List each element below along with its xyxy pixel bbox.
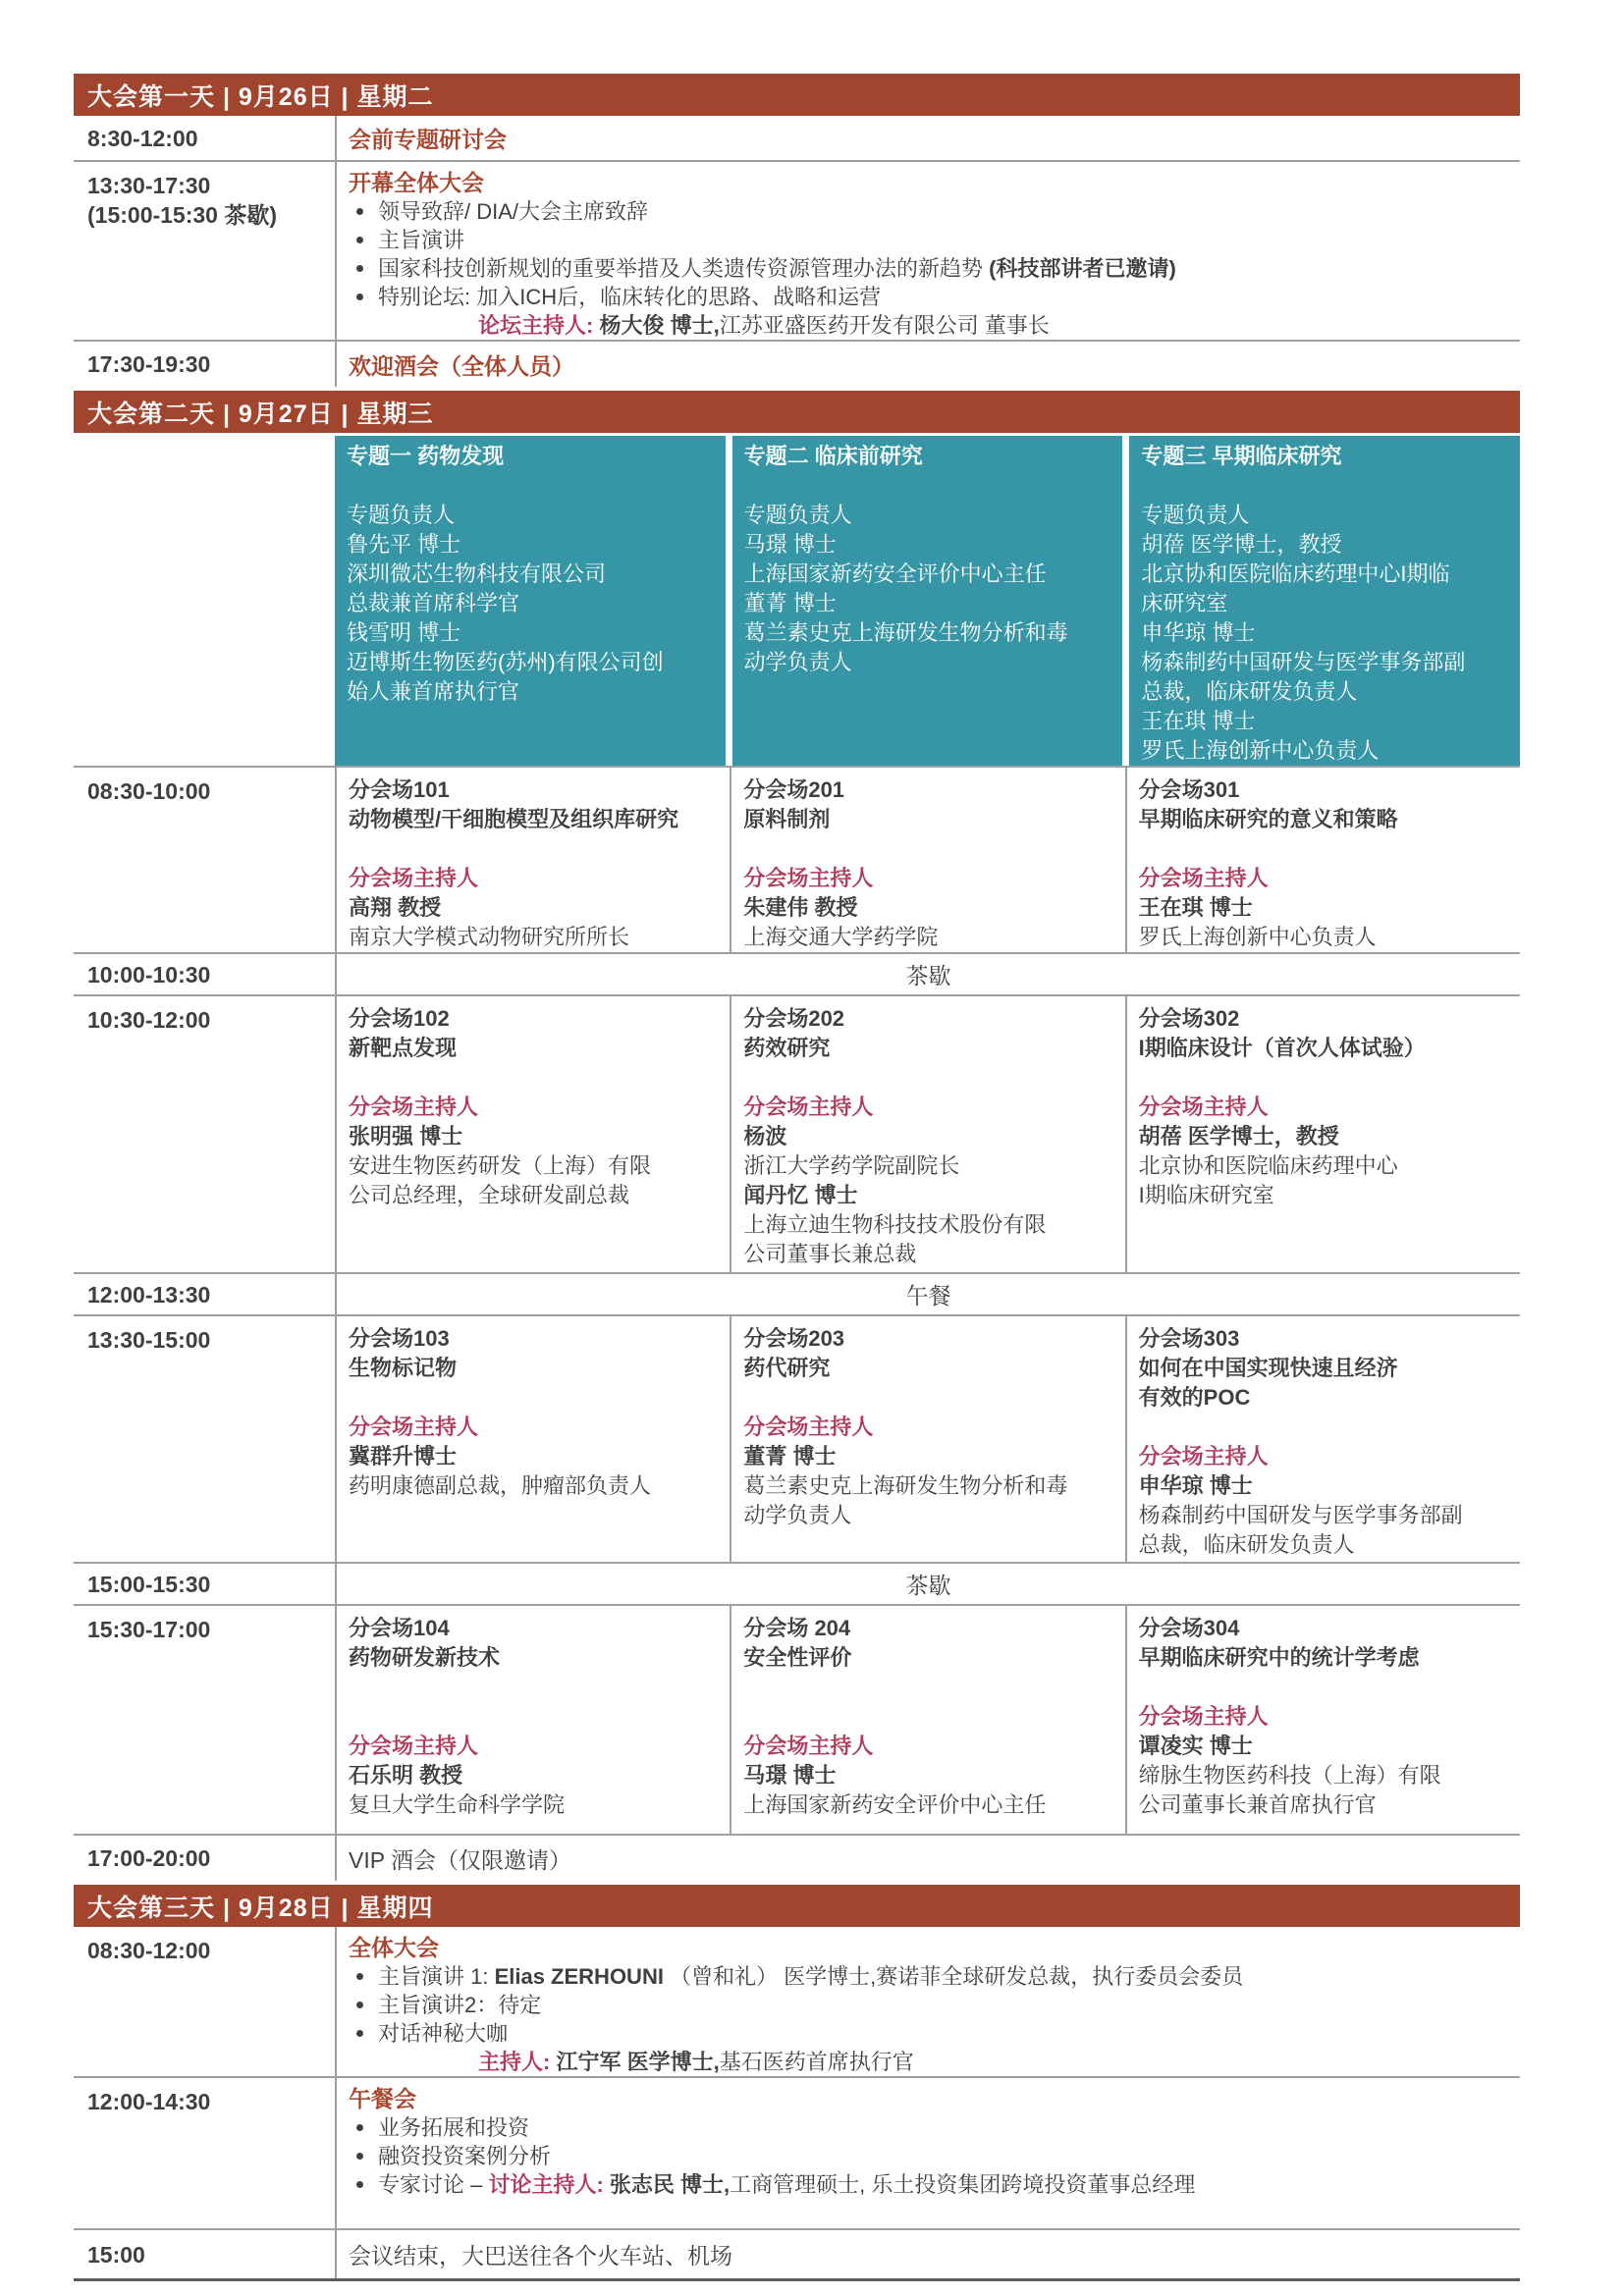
bullet-icon bbox=[356, 237, 363, 243]
session-line: 高翔 教授 bbox=[349, 895, 442, 920]
day-header-label: 大会第三天 | 9月28日 | 星期四 bbox=[87, 1894, 434, 1922]
session-line: 马璟 博士 bbox=[743, 1763, 837, 1788]
track-cell bbox=[732, 436, 1123, 766]
time-cell bbox=[74, 1316, 335, 1562]
text-segment: 专家讨论 – bbox=[378, 2172, 489, 2197]
text-segment: 融资投资案例分析 bbox=[378, 2144, 552, 2168]
session-line: 董菁 博士 bbox=[743, 1444, 837, 1468]
session-line: 南京大学模式动物研究所所长 bbox=[349, 925, 630, 949]
text-segment: 杨大俊 博士, bbox=[599, 313, 720, 338]
time-cell bbox=[74, 433, 335, 766]
session-line: 分会场主持人 bbox=[349, 1095, 479, 1119]
time-cell bbox=[74, 1836, 335, 1881]
break-label: 午餐 bbox=[905, 1283, 951, 1308]
time-cell bbox=[74, 342, 335, 387]
day-header-bar bbox=[74, 391, 1520, 433]
time-cell bbox=[74, 162, 335, 340]
session-line: 早期临床研究中的统计学考虑 bbox=[1138, 1645, 1420, 1670]
time-cell bbox=[74, 116, 335, 160]
session-line: 杨森制药中国研发与医学事务部副 bbox=[1138, 1503, 1463, 1527]
time-cell bbox=[74, 768, 335, 952]
session-line: 药效研究 bbox=[743, 1036, 831, 1060]
time-cell bbox=[74, 2230, 335, 2278]
session-line: 张明强 博士 bbox=[349, 1124, 463, 1148]
sessions-row bbox=[335, 1316, 1520, 1562]
session-line: 胡蓓 医学博士，教授 bbox=[1138, 1124, 1339, 1148]
bullet-icon bbox=[356, 1973, 363, 1980]
time-label: 8:30-12:00 bbox=[87, 125, 198, 151]
time-cell bbox=[74, 2078, 335, 2228]
session-line: 生物标记物 bbox=[349, 1356, 458, 1380]
day-header-label: 大会第一天 | 9月26日 | 星期二 bbox=[87, 82, 434, 111]
track-line: 北京协和医院临床药理中心I期临 bbox=[1141, 561, 1450, 586]
session-cell bbox=[337, 1316, 730, 1562]
sessions-row bbox=[335, 1606, 1520, 1834]
text-line bbox=[349, 1991, 1520, 2019]
session-line: 分会场201 bbox=[743, 777, 845, 802]
session-line: 上海立迪生物科技技术股份有限 bbox=[743, 1212, 1047, 1237]
session-line: 分会场主持人 bbox=[743, 866, 874, 890]
time-cell bbox=[74, 1606, 335, 1834]
session-line: I期临床设计（首次人体试验） bbox=[1138, 1036, 1426, 1060]
agenda-row bbox=[74, 1927, 1520, 2078]
session-line: 分会场104 bbox=[349, 1616, 450, 1640]
session-cell bbox=[1125, 996, 1520, 1272]
bullet-icon bbox=[356, 2002, 363, 2008]
session-line: 石乐明 教授 bbox=[349, 1763, 463, 1788]
agenda-row bbox=[74, 768, 1520, 954]
agenda-row bbox=[74, 1274, 1520, 1316]
session-cell bbox=[1125, 768, 1520, 952]
session-line bbox=[743, 834, 1114, 864]
break-cell bbox=[335, 1274, 1520, 1314]
time-cell bbox=[74, 1564, 335, 1604]
time-label: 17:00-20:00 bbox=[87, 1845, 211, 1871]
agenda-row bbox=[74, 116, 1520, 162]
session-line: 分会场304 bbox=[1138, 1616, 1240, 1640]
sessions-row bbox=[335, 768, 1520, 952]
session-line: I期临床研究室 bbox=[1138, 1183, 1274, 1207]
agenda-row bbox=[74, 2078, 1520, 2230]
track-line: 葛兰素史克上海研发生物分析和毒 bbox=[743, 620, 1068, 645]
session-line: 分会场101 bbox=[349, 777, 450, 802]
day-header-bar bbox=[74, 1885, 1520, 1927]
track-title: 专题二 临床前研究 bbox=[743, 444, 923, 468]
session-line: 分会场主持人 bbox=[1138, 1095, 1269, 1119]
agenda-row bbox=[74, 342, 1520, 387]
track-line bbox=[744, 471, 1113, 501]
content-cell bbox=[335, 116, 1520, 160]
text-segment: 工商管理硕士, 乐土投资集团跨境投资董事总经理 bbox=[730, 2172, 1196, 2197]
session-line: 复旦大学生命科学学院 bbox=[349, 1792, 566, 1817]
session-line: 原料制剂 bbox=[743, 807, 831, 831]
text-line bbox=[349, 311, 1520, 340]
text-segment: 业务拓展和投资 bbox=[378, 2115, 530, 2140]
day-header-bar bbox=[74, 74, 1520, 116]
session-line bbox=[349, 1702, 720, 1732]
session-line: 分会场主持人 bbox=[1138, 1704, 1269, 1729]
track-line: 鲁先平 博士 bbox=[347, 532, 461, 557]
session-line: 分会场主持人 bbox=[349, 1734, 479, 1758]
text-segment: 主旨演讲 bbox=[378, 228, 465, 252]
session-cell bbox=[730, 1316, 1124, 1562]
track-line: 床研究室 bbox=[1141, 591, 1228, 615]
time-cell bbox=[74, 996, 335, 1272]
session-line: 分会场303 bbox=[1138, 1326, 1240, 1351]
track-line: 上海国家新药安全评价中心主任 bbox=[743, 561, 1047, 586]
session-line: 上海国家新药安全评价中心主任 bbox=[743, 1792, 1047, 1817]
track-line: 王在琪 博士 bbox=[1141, 709, 1256, 733]
session-line: 公司总经理，全球研发副总裁 bbox=[349, 1183, 630, 1207]
text-segment: （曾和礼） 医学博士,赛诺菲全球研发总裁，执行委员会委员 bbox=[670, 1964, 1244, 1989]
text-segment: 江苏亚盛医药开发有限公司 董事长 bbox=[719, 313, 1050, 338]
bullet-icon bbox=[356, 2181, 363, 2188]
time-label: 12:00-14:30 bbox=[87, 2089, 211, 2114]
session-line: 分会场主持人 bbox=[1138, 866, 1269, 890]
session-line: 朱建伟 教授 bbox=[743, 895, 858, 920]
session-line bbox=[1139, 1673, 1510, 1702]
time-label: 10:30-12:00 bbox=[87, 1007, 211, 1033]
session-line bbox=[1139, 1413, 1510, 1442]
session-line: 分会场主持人 bbox=[349, 866, 479, 890]
text-segment: 国家科技创新规划的重要举措及人类遗传资源管理办法的新趋势 bbox=[378, 256, 990, 281]
session-cell bbox=[337, 1606, 730, 1834]
session-line: 分会场102 bbox=[349, 1006, 450, 1031]
session-line: 新靶点发现 bbox=[349, 1036, 458, 1060]
content-cell bbox=[335, 1927, 1520, 2076]
content-cell bbox=[335, 2078, 1520, 2228]
content-cell bbox=[335, 2230, 1520, 2278]
track-line: 深圳微芯生物科技有限公司 bbox=[347, 561, 607, 586]
session-cell bbox=[730, 768, 1124, 952]
session-line: 药明康德副总裁，肿瘤部负责人 bbox=[349, 1473, 652, 1498]
track-line bbox=[347, 471, 716, 501]
row-text: 欢迎酒会（全体人员） bbox=[349, 352, 574, 379]
time-label: 12:00-13:30 bbox=[87, 1281, 211, 1308]
text-segment: Elias ZERHOUNI bbox=[494, 1964, 671, 1989]
text-line bbox=[349, 1962, 1520, 1991]
time-label: 13:30-15:00 bbox=[87, 1327, 211, 1353]
break-label: 茶歇 bbox=[905, 1573, 951, 1598]
session-line bbox=[743, 1063, 1114, 1093]
text-segment: 对话神秘大咖 bbox=[378, 2021, 509, 2046]
session-line: 缔脉生物医药科技（上海）有限 bbox=[1138, 1763, 1441, 1788]
session-heading: 全体大会 bbox=[349, 1935, 439, 1960]
content-cell bbox=[335, 342, 1520, 387]
session-line: 公司董事长兼首席执行官 bbox=[1138, 1792, 1377, 1817]
session-line bbox=[743, 1673, 1114, 1702]
session-line: 药代研究 bbox=[743, 1356, 831, 1380]
session-line: 浙江大学药学院副院长 bbox=[743, 1153, 960, 1178]
track-line: 胡蓓 医学博士，教授 bbox=[1141, 532, 1342, 557]
track-line: 专题负责人 bbox=[347, 503, 456, 527]
track-line: 申华琼 博士 bbox=[1141, 620, 1256, 645]
row-text: VIP 酒会（仅限邀请） bbox=[349, 1846, 572, 1873]
track-line: 罗氏上海创新中心负责人 bbox=[1141, 738, 1380, 763]
session-line bbox=[1139, 834, 1510, 864]
session-line: 分会场302 bbox=[1138, 1006, 1240, 1031]
track-cell bbox=[1129, 436, 1520, 766]
track-line: 专题负责人 bbox=[743, 503, 852, 527]
session-line: 闻丹忆 博士 bbox=[743, 1183, 858, 1207]
session-line: 有效的POC bbox=[1138, 1385, 1251, 1410]
session-heading: 午餐会 bbox=[349, 2086, 416, 2111]
session-heading: 开幕全体大会 bbox=[349, 170, 484, 195]
track-line: 始人兼首席执行官 bbox=[347, 679, 520, 704]
break-cell bbox=[335, 954, 1520, 994]
track-cell bbox=[335, 436, 726, 766]
time-label: 15:00 bbox=[87, 2241, 145, 2268]
session-line: 分会场主持人 bbox=[743, 1415, 874, 1439]
text-segment: 讨论主持人: bbox=[488, 2172, 610, 2197]
content-cell bbox=[335, 1836, 1520, 1881]
session-line: 公司董事长兼总裁 bbox=[743, 1242, 917, 1266]
bullet-icon bbox=[356, 208, 363, 215]
text-line bbox=[349, 254, 1520, 283]
session-line: 药物研发新技术 bbox=[349, 1645, 501, 1670]
bullet-icon bbox=[356, 2124, 363, 2131]
content-cell bbox=[335, 162, 1520, 340]
text-segment: 特别论坛: 加入ICH后，临床转化的思路、战略和运营 bbox=[378, 285, 882, 309]
track-line: 总裁，临床研发负责人 bbox=[1141, 679, 1358, 704]
session-line: 分会场 204 bbox=[743, 1616, 851, 1640]
session-line: 冀群升博士 bbox=[349, 1444, 458, 1468]
row-text: 会前专题研讨会 bbox=[349, 127, 507, 152]
text-line bbox=[349, 2142, 1520, 2170]
session-line: 分会场主持人 bbox=[743, 1734, 874, 1758]
time-label: 10:00-10:30 bbox=[87, 961, 211, 988]
agenda-row bbox=[74, 2230, 1520, 2281]
agenda-row bbox=[74, 1606, 1520, 1836]
text-segment: 主旨演讲 1: bbox=[378, 1964, 495, 1989]
bullet-icon bbox=[356, 2030, 363, 2037]
session-cell bbox=[1125, 1606, 1520, 1834]
session-line: 分会场202 bbox=[743, 1006, 845, 1031]
break-label: 茶歇 bbox=[905, 963, 951, 988]
session-cell bbox=[1125, 1316, 1520, 1562]
session-line bbox=[1139, 1063, 1510, 1093]
agenda-table bbox=[74, 74, 1520, 2281]
session-cell bbox=[730, 996, 1124, 1272]
text-line bbox=[349, 197, 1520, 226]
session-line bbox=[349, 1063, 720, 1093]
time-label: 15:00-15:30 bbox=[87, 1571, 211, 1597]
track-title: 专题一 药物发现 bbox=[347, 444, 505, 468]
track-line: 迈博斯生物医药(苏州)有限公司创 bbox=[347, 650, 664, 674]
session-line: 总裁，临床研发负责人 bbox=[1138, 1532, 1355, 1557]
time-cell bbox=[74, 1274, 335, 1314]
session-line: 谭凌实 博士 bbox=[1138, 1734, 1253, 1758]
session-line bbox=[349, 1383, 720, 1413]
session-line: 分会场主持人 bbox=[1138, 1444, 1269, 1468]
bullet-icon bbox=[356, 2153, 363, 2160]
agenda-row bbox=[74, 162, 1520, 342]
text-segment: 论坛主持人: bbox=[478, 313, 600, 338]
sessions-row bbox=[335, 996, 1520, 1272]
track-line: 专题负责人 bbox=[1141, 503, 1250, 527]
track-line: 动学负责人 bbox=[743, 650, 852, 674]
session-line: 动学负责人 bbox=[743, 1503, 852, 1527]
track-line: 马璟 博士 bbox=[743, 532, 837, 557]
text-line bbox=[349, 226, 1520, 254]
session-cell bbox=[337, 768, 730, 952]
session-line: 如何在中国实现快速且经济 bbox=[1138, 1356, 1398, 1380]
session-line: 分会场203 bbox=[743, 1326, 845, 1351]
session-line: 动物模型/干细胞模型及组织库研究 bbox=[349, 807, 679, 831]
session-line: 葛兰素史克上海研发生物分析和毒 bbox=[743, 1473, 1068, 1498]
session-line: 分会场主持人 bbox=[349, 1415, 479, 1439]
text-line bbox=[349, 2048, 1520, 2076]
agenda-row bbox=[74, 1316, 1520, 1564]
time-label: 15:30-17:00 bbox=[87, 1617, 211, 1642]
session-line bbox=[349, 1673, 720, 1702]
session-cell bbox=[730, 1606, 1124, 1834]
time-label: 08:30-12:00 bbox=[87, 1938, 211, 1963]
time-cell bbox=[74, 1927, 335, 2076]
bullet-icon bbox=[356, 294, 363, 300]
session-line bbox=[349, 834, 720, 864]
agenda-row bbox=[74, 433, 1520, 768]
break-cell bbox=[335, 1564, 1520, 1604]
text-segment: (科技部讲者已邀请) bbox=[989, 256, 1176, 281]
session-line: 申华琼 博士 bbox=[1138, 1473, 1253, 1498]
session-line bbox=[743, 1383, 1114, 1413]
text-segment: 江宁军 医学博士, bbox=[556, 2050, 720, 2074]
session-line: 早期临床研究的意义和策略 bbox=[1138, 807, 1398, 831]
session-cell bbox=[337, 996, 730, 1272]
track-line bbox=[1141, 471, 1510, 501]
session-line: 安进生物医药研发（上海）有限 bbox=[349, 1153, 652, 1178]
text-segment: 基石医药首席执行官 bbox=[719, 2050, 914, 2074]
track-line: 董菁 博士 bbox=[743, 591, 837, 615]
text-segment: 张志民 博士, bbox=[609, 2172, 731, 2197]
day-header-label: 大会第二天 | 9月27日 | 星期三 bbox=[87, 400, 434, 428]
track-line: 总裁兼首席科学官 bbox=[347, 591, 520, 615]
text-line bbox=[349, 2170, 1520, 2199]
session-line: 分会场主持人 bbox=[743, 1095, 874, 1119]
time-label: 13:30-17:30 bbox=[87, 173, 211, 198]
text-line bbox=[349, 283, 1520, 311]
session-line bbox=[743, 1702, 1114, 1732]
session-line: 罗氏上海创新中心负责人 bbox=[1138, 925, 1377, 949]
track-title: 专题三 早期临床研究 bbox=[1141, 444, 1342, 468]
text-line bbox=[349, 2113, 1520, 2142]
track-line: 杨森制药中国研发与医学事务部副 bbox=[1141, 650, 1466, 674]
row-text: 会议结束，大巴送往各个火车站、机场 bbox=[349, 2243, 732, 2269]
session-line: 北京协和医院临床药理中心 bbox=[1138, 1153, 1398, 1178]
session-line: 王在琪 博士 bbox=[1138, 895, 1253, 920]
track-line: 钱雪明 博士 bbox=[347, 620, 461, 645]
session-line: 分会场301 bbox=[1138, 777, 1240, 802]
agenda-row bbox=[74, 1836, 1520, 1881]
bullet-icon bbox=[356, 265, 363, 272]
time-label: 08:30-10:00 bbox=[87, 778, 211, 804]
tracks-row bbox=[335, 433, 1520, 766]
text-segment: 主旨演讲2：待定 bbox=[378, 1993, 542, 2017]
time-cell bbox=[74, 954, 335, 994]
time-sub-label: (15:00-15:30 茶歇) bbox=[87, 202, 278, 228]
time-label: 17:30-19:30 bbox=[87, 351, 211, 377]
session-line: 安全性评价 bbox=[743, 1645, 852, 1670]
agenda-row bbox=[74, 996, 1520, 1274]
session-line: 杨波 bbox=[743, 1124, 787, 1148]
text-segment: 领导致辞/ DIA/大会主席致辞 bbox=[378, 199, 649, 224]
session-line: 分会场103 bbox=[349, 1326, 450, 1351]
agenda-row bbox=[74, 1564, 1520, 1606]
text-line bbox=[349, 2019, 1520, 2048]
text-segment: 主持人: bbox=[478, 2050, 557, 2074]
session-line: 上海交通大学药学院 bbox=[743, 925, 939, 949]
agenda-row bbox=[74, 954, 1520, 996]
